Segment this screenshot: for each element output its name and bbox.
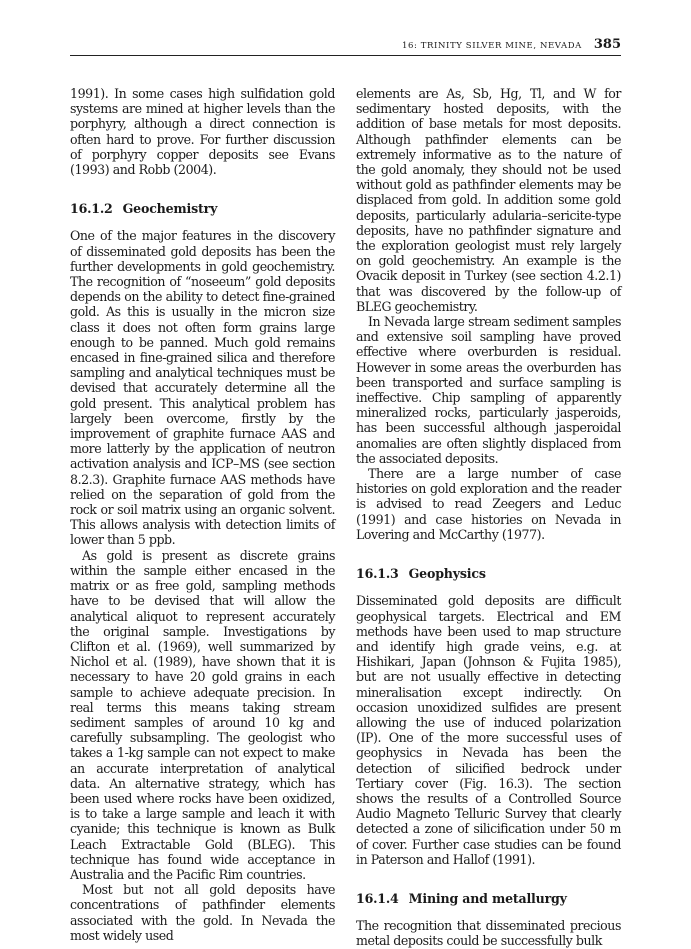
header-rule (70, 55, 621, 56)
running-title: 16: TRINITY SILVER MINE, NEVADA (402, 41, 582, 51)
paragraph: Disseminated gold deposits are difficult geophysical targets. Electrical and EM methods have been used to map structure and identify high grade veins, e.g. at Hishikari, Japan (Johnson & Fujita 1985), but are not usually effective in detecting mineralisation except indirectly. On occasion unoxidized sulfides are present allowing the use of induced polarization (IP). One of the more successful uses of geophysics in Nevada has been the detection of silicified bedrock under Tertiary cover (Fig. 16.3). The section shows the results of a Controlled Source Audio Magneto Telluric Survey that clearly detected a zone of silicification under 50 m of cover. Further case studies can be found in Paterson and Hallof (1991). (356, 593, 621, 867)
paragraph: As gold is present as discrete grains within the sample either encased in the matrix or as free gold, sampling methods have to be devised that will allow the analytical aliquot to represent accurately the original sample. Investigations by Clifton et al. (1969), well summarized by Nichol et al. (1989), have shown that it is necessary to have 20 gold grains in each sample to achieve adequate precision. In real terms this means taking stream sediment samples of around 10 kg and carefully subsampling. The geologist who takes a 1-kg sample can not expect to make an accurate interpretation of analytical data. An alternative strategy, which has been used where rocks have been oxidized, is to take a large sample and leach it with cyanide; this technique is known as Bulk Leach Extractable Gold (BLEG). This technique has found wide acceptance in Australia and the Pacific Rim countries. (70, 547, 335, 882)
page-number: 385 (593, 37, 621, 52)
section-number: 16.1.3 (356, 566, 399, 582)
section-number: 16.1.2 (70, 201, 113, 217)
running-head (70, 37, 621, 52)
paragraph: One of the major features in the discovery of disseminated gold deposits has been the further developments in gold geochemistry. The recognition of “noseeum” gold deposits depends on the ability to detect fine-grained gold. As this is usually in the micron size class it does not often form grains large enough to be panned. Much gold remains encased in fine-grained silica and therefore sampling and analytical techniques must be devised that accurately determine all the gold present. This analytical problem has largely been overcome, firstly by the improvement of graphite furnace AAS and more latterly by the application of neutron activation analysis and ICP–MS (see section 8.2.3). Graphite furnace AAS methods have relied on the separation of gold from the rock or soil matrix using an organic solvent. This allows analysis with detection limits of lower than 5 ppb. (70, 228, 335, 548)
left-column (70, 86, 335, 943)
section-title: Geophysics (408, 566, 486, 582)
right-column (356, 86, 621, 949)
paragraph: elements are As, Sb, Hg, Tl, and W for sedimentary hosted deposits, with the addition of base metals for most deposits. Although pathfinder elements can be extremely informative as to the nature of the gold anomaly, they should not be used without gold as pathfinder elements may be displaced from gold. In addition some gold deposits, particularly adularia–sericite-type deposits, have no pathfinder signature and the exploration geologist must rely largely on gold geochemistry. An example is the Ovacik deposit in Turkey (see section 4.2.1) that was discovered by the follow-up of BLEG geochemistry. (356, 86, 621, 314)
section-title: Geochemistry (122, 201, 218, 217)
paragraph: 1991). In some cases high sulfidation gold systems are mined at higher levels than the porphyry, although a direct connection is often hard to prove. For further discussion of porphyry copper deposits see Evans (1993) and Robb (2004). (70, 86, 335, 178)
paragraph: In Nevada large stream sediment samples and extensive soil sampling have proved effective where overburden is residual. However in some areas the overburden has been transported and surface sampling is ineffective. Chip sampling of apparently mineralized rocks, particularly jasperoids, has been successful although jasperoidal anomalies are often slightly displaced from the associated deposits. (356, 314, 621, 466)
section-heading-geophysics (356, 566, 621, 581)
paragraph: There are a large number of case histories on gold exploration and the reader is advised to read Zeegers and Leduc (1991) and case histories on Nevada in Lovering and McCarthy (1977). (356, 466, 621, 542)
section-heading-mining (356, 891, 621, 906)
section-number: 16.1.4 (356, 890, 399, 906)
paragraph: The recognition that disseminated precious metal deposits could be successfully bulk (356, 918, 621, 949)
section-heading-geochemistry (70, 201, 335, 216)
paragraph: Most but not all gold deposits have concentrations of pathfinder elements associated with the gold. In Nevada the most widely used (70, 882, 335, 943)
section-title: Mining and metallurgy (408, 890, 567, 906)
